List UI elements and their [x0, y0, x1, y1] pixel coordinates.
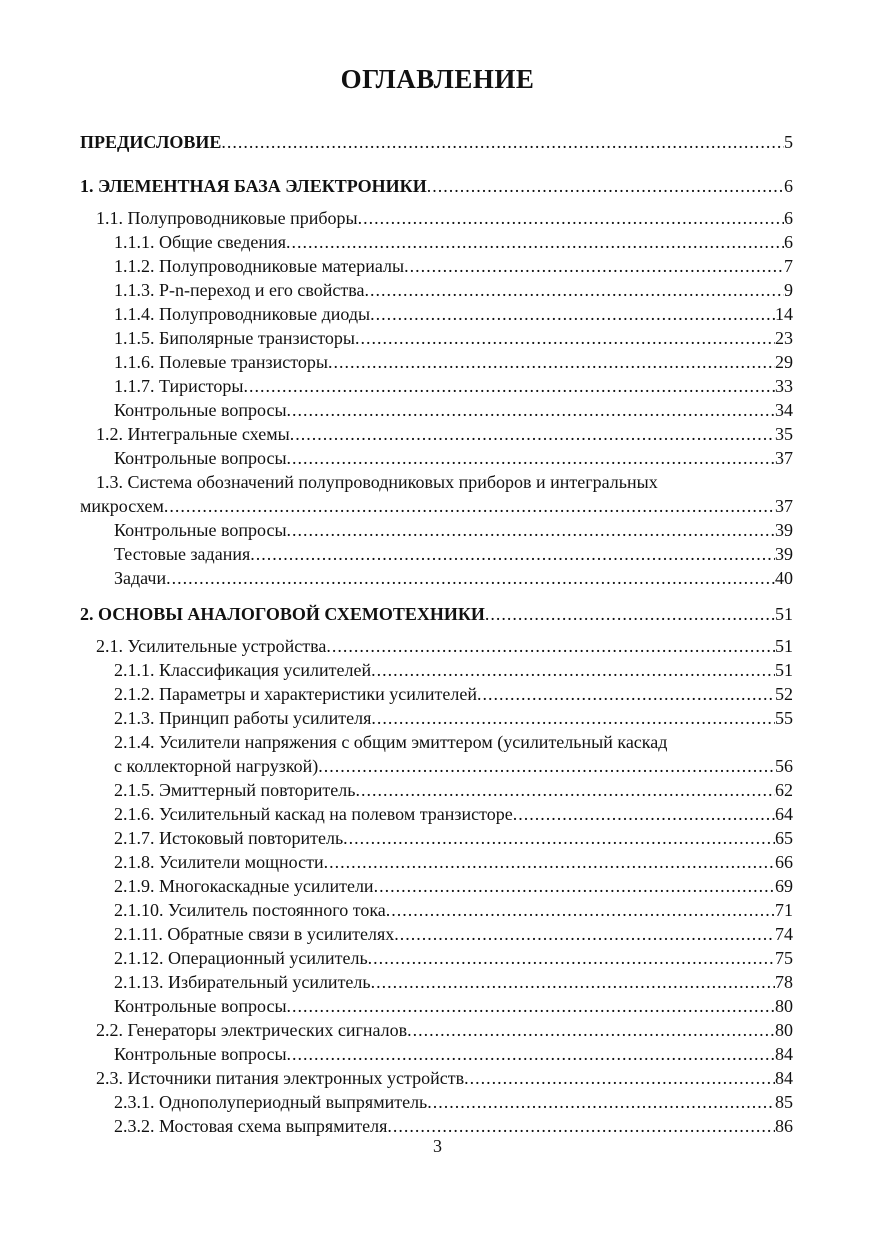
toc-entry-page: 66: [775, 852, 793, 872]
dot-leader: [355, 326, 775, 350]
dot-leader: [513, 802, 775, 826]
toc-entry-text: 2.1.5. Эмиттерный повторитель: [114, 780, 356, 800]
toc-entry-2-3[interactable]: [80, 1066, 793, 1090]
toc-entry-text: 1.1.1. Общие сведения: [114, 232, 286, 252]
toc-entry-1-3-first-line[interactable]: 1.3. Система обозначений полупроводниковых приборов и интегральных: [96, 472, 658, 492]
toc-entry-text: 2.1.9. Многокаскадные усилители: [114, 876, 374, 896]
toc-entry-review-questions[interactable]: [80, 1042, 793, 1066]
toc-entry-text: Контрольные вопросы: [114, 520, 287, 540]
toc-entry-page: 35: [775, 424, 793, 444]
toc-entry-text: 1.1.4. Полупроводниковые диоды: [114, 304, 371, 324]
toc-entry-page: 65: [775, 828, 793, 848]
dot-leader: [394, 922, 775, 946]
dot-leader: [287, 1042, 775, 1066]
dot-leader: [365, 278, 785, 302]
toc-entry-2-1-4[interactable]: [80, 754, 793, 778]
toc-entry-2-1[interactable]: [80, 634, 793, 658]
toc-entry-text: 2.1.7. Истоковый повторитель: [114, 828, 344, 848]
toc-entry-text: 1.1. Полупроводниковые приборы: [96, 208, 358, 228]
dot-leader: [290, 422, 775, 446]
toc-entry-text: 2.1.8. Усилители мощности: [114, 852, 324, 872]
toc-entry-page: 75: [775, 948, 793, 968]
toc-entry-1-1-7[interactable]: [80, 374, 793, 398]
dot-leader: [164, 494, 775, 518]
toc-entry-1-1-4[interactable]: [80, 302, 793, 326]
table-of-contents: [80, 130, 793, 1138]
toc-entry-page: 7: [784, 256, 793, 276]
toc-entry-text: 2.3.2. Мостовая схема выпрямителя: [114, 1116, 388, 1136]
toc-entry-page: 84: [775, 1044, 793, 1064]
toc-entry-page: 9: [784, 280, 793, 300]
toc-entry-text: 2.1. Усилительные устройства: [96, 636, 327, 656]
dot-leader: [485, 602, 775, 626]
dot-leader: [287, 994, 775, 1018]
toc-entry-2-1-5[interactable]: [80, 778, 793, 802]
toc-entry-1-1[interactable]: [80, 206, 793, 230]
toc-entry-text: 2.1.12. Операционный усилитель: [114, 948, 368, 968]
toc-entry-page: 80: [775, 996, 793, 1016]
toc-entry-page: 55: [775, 708, 793, 728]
dot-leader: [287, 446, 775, 470]
dot-leader: [386, 898, 775, 922]
toc-entry-page: 52: [775, 684, 793, 704]
toc-entry-text: 2.1.3. Принцип работы усилителя: [114, 708, 372, 728]
toc-entry-2-1-11[interactable]: [80, 922, 793, 946]
toc-entry-2-3-1[interactable]: [80, 1090, 793, 1114]
toc-entry-2-1-3[interactable]: [80, 706, 793, 730]
toc-entry-text: 1.1.6. Полевые транзисторы: [114, 352, 328, 372]
toc-entry-review-questions[interactable]: [80, 446, 793, 470]
toc-entry-page: 51: [775, 604, 793, 624]
toc-entry-text: 2.3.1. Однополупериодный выпрямитель: [114, 1092, 428, 1112]
toc-entry-page: 74: [775, 924, 793, 944]
toc-entry-text: 2.1.11. Обратные связи в усилителях: [114, 924, 395, 944]
dot-leader: [326, 634, 775, 658]
page-title: ОГЛАВЛЕНИЕ: [340, 64, 535, 94]
toc-entry-2-1-12[interactable]: [80, 946, 793, 970]
toc-entry-page: 37: [775, 496, 793, 516]
dot-leader: [287, 518, 775, 542]
dot-leader: [244, 374, 775, 398]
toc-entry-page: 85: [775, 1092, 793, 1112]
toc-entry-text: Задачи: [114, 568, 167, 588]
toc-entry-text: 2.3. Источники питания электронных устройств: [96, 1068, 465, 1088]
toc-entry-text: Контрольные вопросы: [114, 1044, 287, 1064]
toc-entry-text: 1.1.2. Полупроводниковые материалы: [114, 256, 405, 276]
toc-entry-review-questions[interactable]: [80, 398, 793, 422]
toc-entry-text: 2.1.6. Усилительный каскад на полевом транзисторе: [114, 804, 513, 824]
toc-entry-page: 80: [775, 1020, 793, 1040]
toc-entry-text: 1. ЭЛЕМЕНТНАЯ БАЗА ЭЛЕКТРОНИКИ: [80, 176, 427, 196]
toc-entry-tests[interactable]: [80, 542, 793, 566]
dot-leader: [221, 130, 784, 154]
toc-entry-text: 1.1.5. Биполярные транзисторы: [114, 328, 356, 348]
toc-entry-page: 37: [775, 448, 793, 468]
toc-entry-2-1-9[interactable]: [80, 874, 793, 898]
toc-entry-2-1-4-first-line[interactable]: 2.1.4. Усилители напряжения с общим эмиттером (усилительный каскад: [114, 732, 668, 752]
toc-entry-tasks[interactable]: [80, 566, 793, 590]
toc-entry-2-1-6[interactable]: [80, 802, 793, 826]
dot-leader: [374, 874, 775, 898]
toc-entry-page: 69: [775, 876, 793, 896]
toc-entry-1-1-6[interactable]: [80, 350, 793, 374]
toc-entry-review-questions[interactable]: [80, 518, 793, 542]
toc-entry-page: 56: [775, 756, 793, 776]
toc-entry-2-3-2[interactable]: [80, 1114, 793, 1138]
dot-leader: [166, 566, 775, 590]
toc-entry-review-questions[interactable]: [80, 994, 793, 1018]
toc-entry-text: 2.2. Генераторы электрических сигналов: [96, 1020, 408, 1040]
toc-entry-1-1-2[interactable]: [80, 254, 793, 278]
toc-entry-2-1-13[interactable]: [80, 970, 793, 994]
toc-entry-2-2[interactable]: [80, 1018, 793, 1042]
toc-entry-chapter-2[interactable]: [80, 602, 793, 626]
toc-entry-page: 39: [775, 544, 793, 564]
toc-entry-page: 39: [775, 520, 793, 540]
dot-leader: [368, 946, 775, 970]
toc-entry-chapter-1[interactable]: [80, 174, 793, 198]
toc-entry-text: 2.1.1. Классификация усилителей: [114, 660, 372, 680]
dot-leader: [387, 1114, 775, 1138]
toc-entry-1-1-5[interactable]: [80, 326, 793, 350]
toc-entry-page: 51: [775, 636, 793, 656]
toc-entry-text: 1.1.7. Тиристоры: [114, 376, 244, 396]
toc-entry-page: 84: [775, 1068, 793, 1088]
toc-entry-page: 6: [784, 208, 793, 228]
dot-leader: [358, 206, 784, 230]
toc-entry-1-1-3[interactable]: [80, 278, 793, 302]
toc-entry-preface[interactable]: [80, 130, 793, 154]
toc-entry-page: 23: [775, 328, 793, 348]
dot-leader: [370, 302, 775, 326]
dot-leader: [287, 398, 775, 422]
toc-entry-text: 1.2. Интегральные схемы: [96, 424, 290, 444]
toc-entry-text: Контрольные вопросы: [114, 996, 287, 1016]
dot-leader: [371, 706, 775, 730]
toc-entry-2-1-1[interactable]: [80, 658, 793, 682]
toc-entry-text: 2.1.13. Избирательный усилитель: [114, 972, 371, 992]
toc-entry-page: 86: [775, 1116, 793, 1136]
toc-entry-text: Контрольные вопросы: [114, 400, 287, 420]
dot-leader: [404, 254, 784, 278]
toc-entry-page: 71: [775, 900, 793, 920]
toc-entry-text: 1.1.3. P-n-переход и его свойства: [114, 280, 365, 300]
dot-leader: [343, 826, 775, 850]
toc-entry-page: 64: [775, 804, 793, 824]
toc-entry-1-1-1[interactable]: [80, 230, 793, 254]
toc-entry-page: 78: [775, 972, 793, 992]
toc-entry-page: 5: [784, 132, 793, 152]
toc-entry-page: 62: [775, 780, 793, 800]
toc-entry-page: 34: [775, 400, 793, 420]
dot-leader: [464, 1066, 775, 1090]
dot-leader: [371, 970, 775, 994]
dot-leader: [427, 1090, 775, 1114]
dot-leader: [324, 850, 775, 874]
toc-entry-text: микросхем: [80, 496, 164, 516]
toc-entry-page: 6: [784, 176, 793, 196]
toc-entry-2-1-8[interactable]: [80, 850, 793, 874]
dot-leader: [371, 658, 775, 682]
toc-entry-page: 33: [775, 376, 793, 396]
dot-leader: [250, 542, 775, 566]
toc-entry-text: с коллекторной нагрузкой): [114, 756, 319, 776]
dot-leader: [286, 230, 784, 254]
toc-entry-text: 2. ОСНОВЫ АНАЛОГОВОЙ СХЕМОТЕХНИКИ: [80, 604, 485, 624]
toc-entry-page: 29: [775, 352, 793, 372]
toc-entry-page: 14: [775, 304, 793, 324]
toc-entry-2-1-10[interactable]: [80, 898, 793, 922]
toc-entry-2-1-2[interactable]: [80, 682, 793, 706]
toc-entry-1-3[interactable]: [80, 494, 793, 518]
toc-entry-text: Контрольные вопросы: [114, 448, 287, 468]
dot-leader: [477, 682, 775, 706]
toc-entry-page: 40: [775, 568, 793, 588]
toc-entry-text: 2.1.2. Параметры и характеристики усилителей: [114, 684, 477, 704]
dot-leader: [328, 350, 775, 374]
toc-entry-2-1-7[interactable]: [80, 826, 793, 850]
dot-leader: [318, 754, 775, 778]
page-number: 3: [433, 1136, 442, 1156]
toc-entry-text: ПРЕДИСЛОВИЕ: [80, 132, 222, 152]
toc-entry-1-2[interactable]: [80, 422, 793, 446]
dot-leader: [407, 1018, 775, 1042]
toc-entry-page: 51: [775, 660, 793, 680]
toc-entry-text: Тестовые задания: [114, 544, 251, 564]
toc-entry-text: 2.1.10. Усилитель постоянного тока: [114, 900, 386, 920]
toc-entry-page: 6: [784, 232, 793, 252]
dot-leader: [355, 778, 775, 802]
dot-leader: [427, 174, 784, 198]
